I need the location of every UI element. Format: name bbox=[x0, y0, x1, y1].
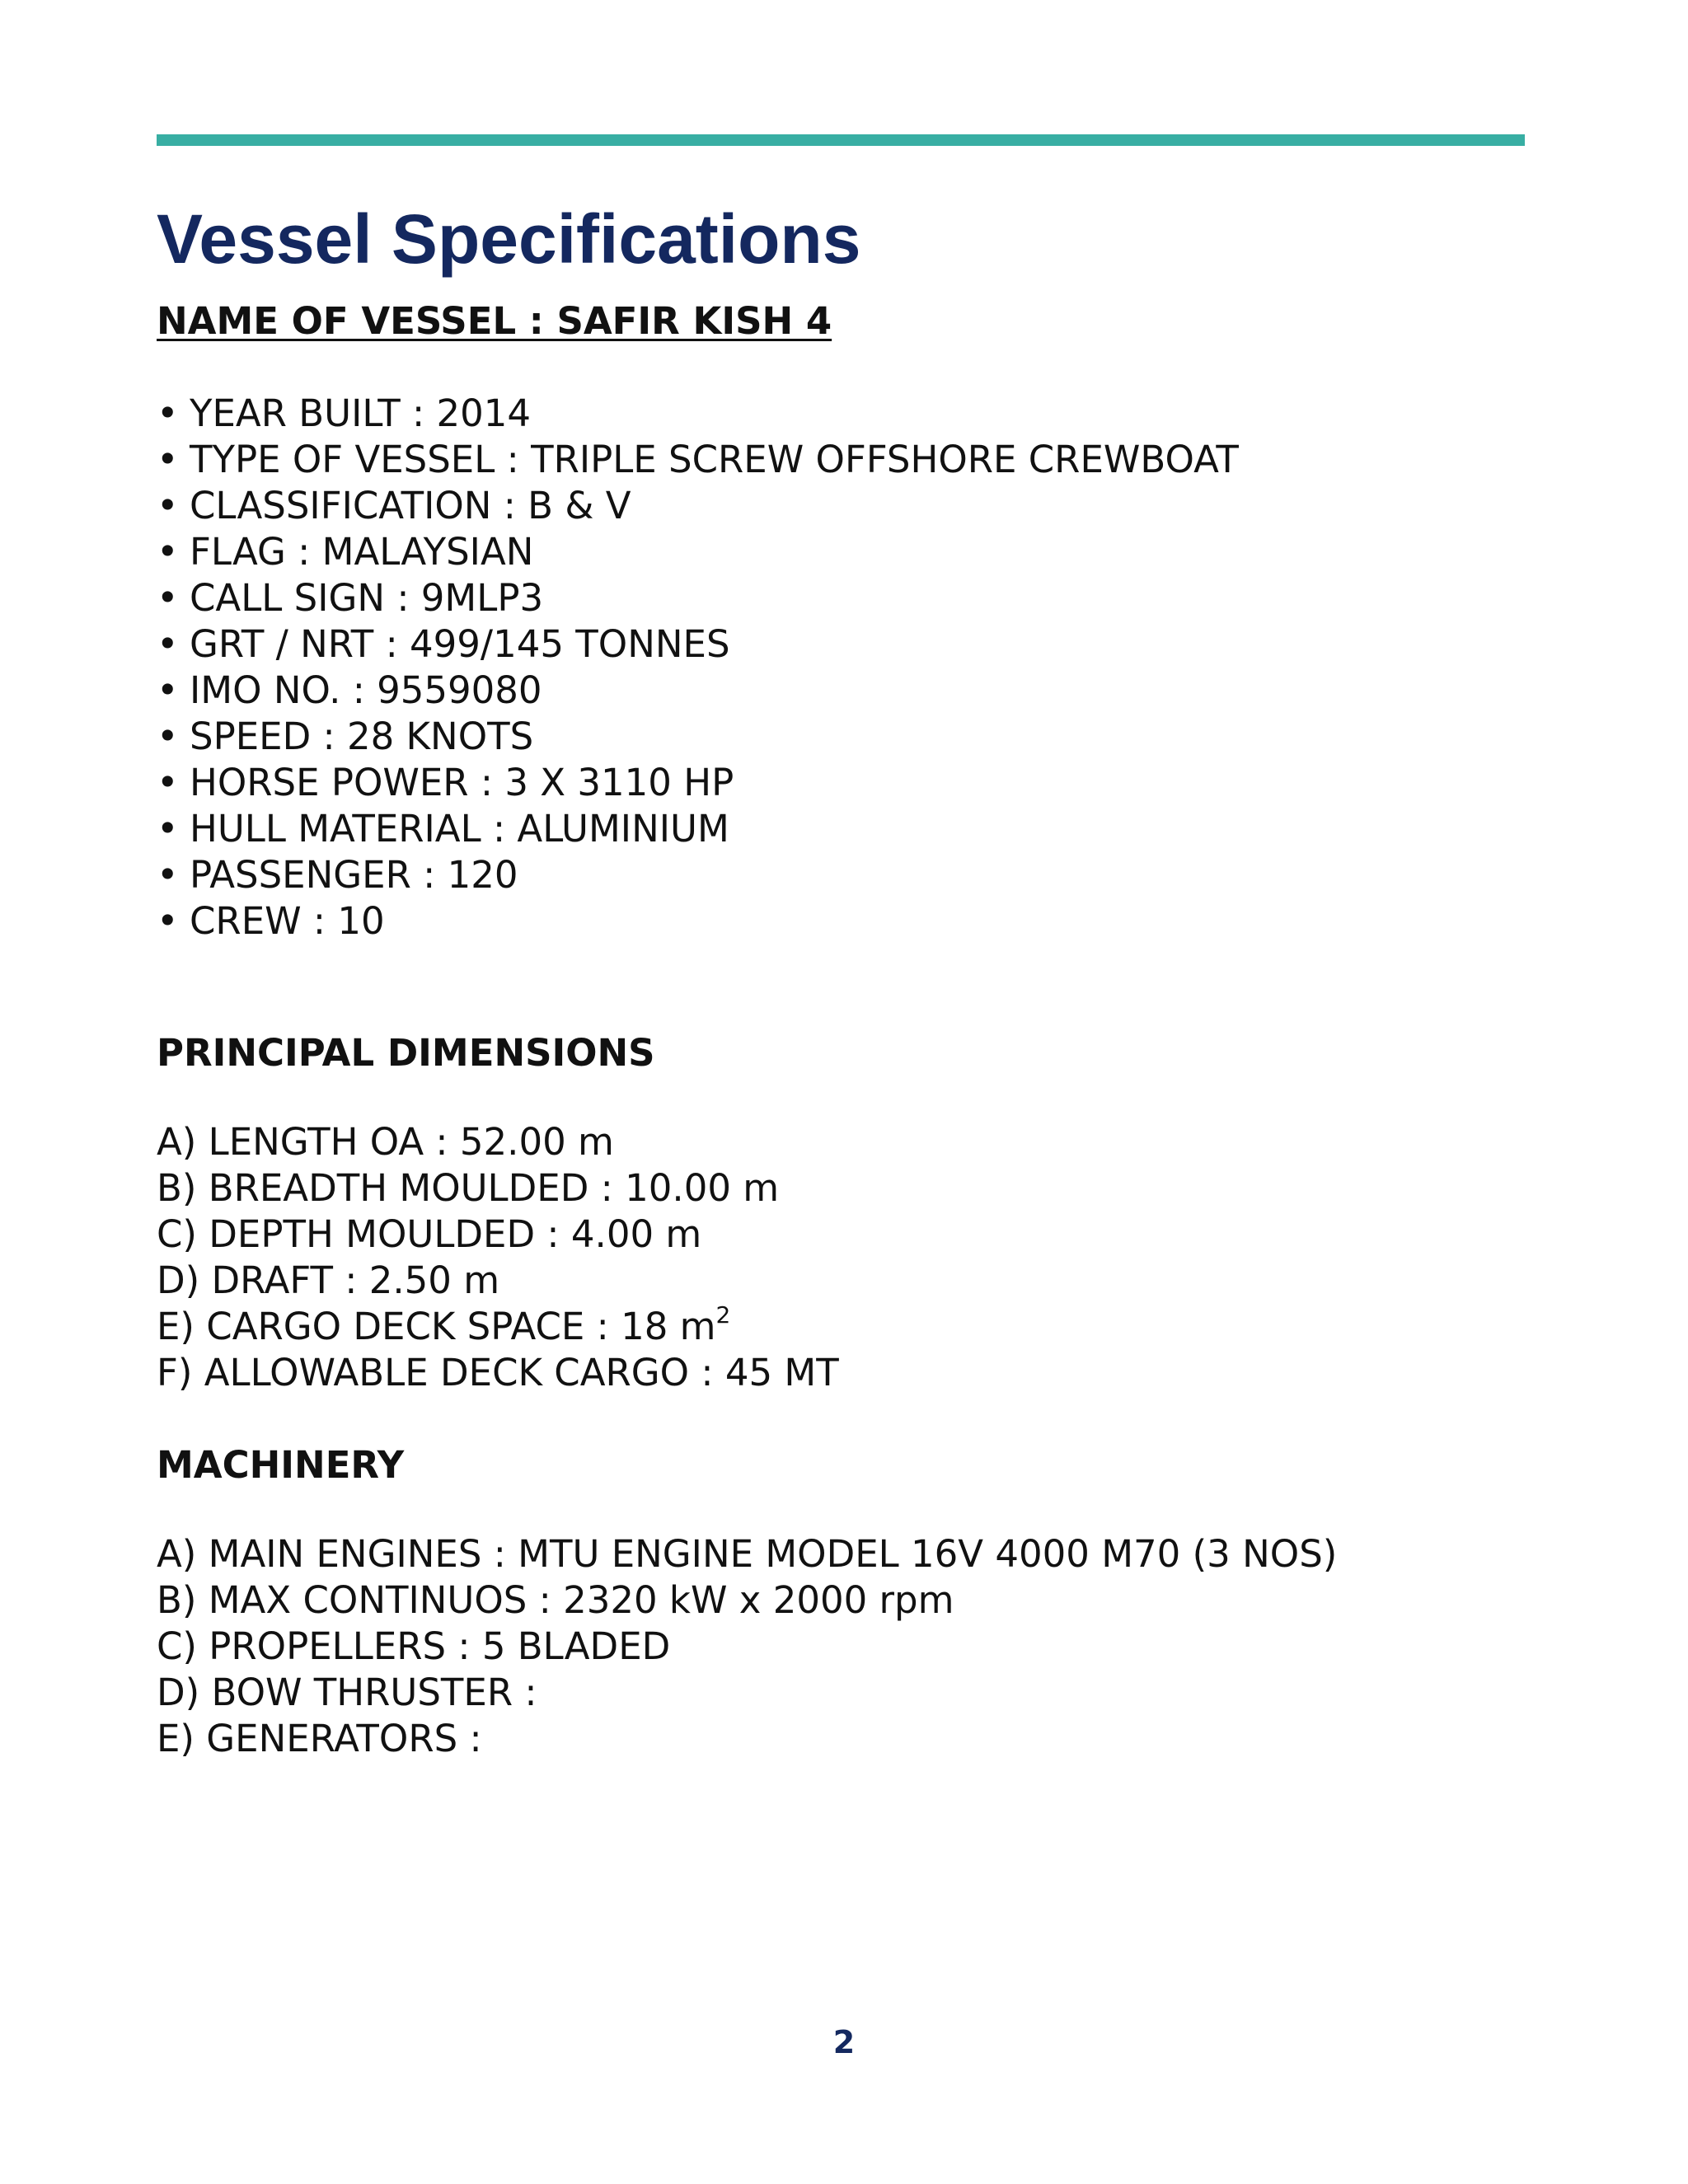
spec-item bbox=[157, 852, 1239, 898]
dimension-item: F) ALLOWABLE DECK CARGO : 45 MT bbox=[157, 1351, 839, 1394]
spec-text: IMO NO. : 9559080 bbox=[190, 668, 542, 712]
spec-item bbox=[157, 437, 1239, 483]
spec-item bbox=[157, 575, 1239, 621]
bullet-icon: • bbox=[157, 576, 179, 620]
spec-text: CREW : 10 bbox=[190, 899, 385, 943]
dimension-item: C) DEPTH MOULDED : 4.00 m bbox=[157, 1212, 702, 1256]
spec-text: CALL SIGN : 9MLP3 bbox=[190, 576, 544, 620]
spec-text: PASSENGER : 120 bbox=[190, 853, 518, 897]
spec-item bbox=[157, 621, 1239, 668]
machinery-item: D) BOW THRUSTER : bbox=[157, 1671, 537, 1714]
machinery-heading: MACHINERY bbox=[157, 1443, 405, 1487]
spec-item bbox=[157, 668, 1239, 714]
spec-text: HULL MATERIAL : ALUMINIUM bbox=[190, 807, 729, 851]
spec-list bbox=[157, 391, 1239, 944]
vessel-name: NAME OF VESSEL : SAFIR KISH 4 bbox=[157, 299, 832, 343]
spec-item bbox=[157, 714, 1239, 760]
bullet-icon: • bbox=[157, 853, 179, 897]
bullet-icon: • bbox=[157, 622, 179, 666]
dimension-item: E) CARGO DECK SPACE : 18 $m^2$ bbox=[157, 1301, 731, 1348]
bullet-icon: • bbox=[157, 761, 179, 804]
dimension-item: D) DRAFT : 2.50 m bbox=[157, 1258, 500, 1302]
spec-text: GRT / NRT : 499/145 TONNES bbox=[190, 622, 730, 666]
machinery-item: C) PROPELLERS : 5 BLADED bbox=[157, 1624, 671, 1668]
bullet-icon: • bbox=[157, 438, 179, 481]
dimension-item: B) BREADTH MOULDED : 10.00 m bbox=[157, 1166, 780, 1210]
spec-text: YEAR BUILT : 2014 bbox=[190, 391, 532, 435]
spec-item bbox=[157, 760, 1239, 806]
machinery-item: E) GENERATORS : bbox=[157, 1717, 482, 1760]
spec-item bbox=[157, 391, 1239, 437]
spec-text: SPEED : 28 KNOTS bbox=[190, 715, 534, 758]
machinery-item: B) MAX CONTINUOS : 2320 kW x 2000 rpm bbox=[157, 1578, 954, 1622]
header-rule bbox=[157, 134, 1525, 146]
bullet-icon: • bbox=[157, 899, 179, 943]
bullet-icon: • bbox=[157, 668, 179, 712]
bullet-icon: • bbox=[157, 391, 179, 435]
bullet-icon: • bbox=[157, 484, 179, 527]
page-title: Vessel Specifications bbox=[157, 200, 861, 278]
principal-dimensions-heading: PRINCIPAL DIMENSIONS bbox=[157, 1031, 655, 1075]
dimension-item: A) LENGTH OA : 52.00 m bbox=[157, 1120, 614, 1164]
spec-item bbox=[157, 483, 1239, 529]
spec-item bbox=[157, 529, 1239, 575]
principal-dimensions-list bbox=[157, 1119, 839, 1396]
bullet-icon: • bbox=[157, 530, 179, 574]
spec-text: HORSE POWER : 3 X 3110 HP bbox=[190, 761, 734, 804]
bullet-icon: • bbox=[157, 807, 179, 851]
machinery-item: A) MAIN ENGINES : MTU ENGINE MODEL 16V 4000 M70 (3 NOS) bbox=[157, 1532, 1338, 1576]
spec-text: TYPE OF VESSEL : TRIPLE SCREW OFFSHORE CREWBOAT bbox=[190, 438, 1239, 481]
spec-item bbox=[157, 898, 1239, 944]
spec-text: FLAG : MALAYSIAN bbox=[190, 530, 534, 574]
bullet-icon: • bbox=[157, 715, 179, 758]
superscript-two: 2 bbox=[715, 1301, 731, 1329]
page-number: 2 bbox=[832, 2024, 856, 2060]
spec-text: CLASSIFICATION : B & V bbox=[190, 484, 631, 527]
spec-item bbox=[157, 806, 1239, 852]
machinery-list bbox=[157, 1531, 1337, 1762]
